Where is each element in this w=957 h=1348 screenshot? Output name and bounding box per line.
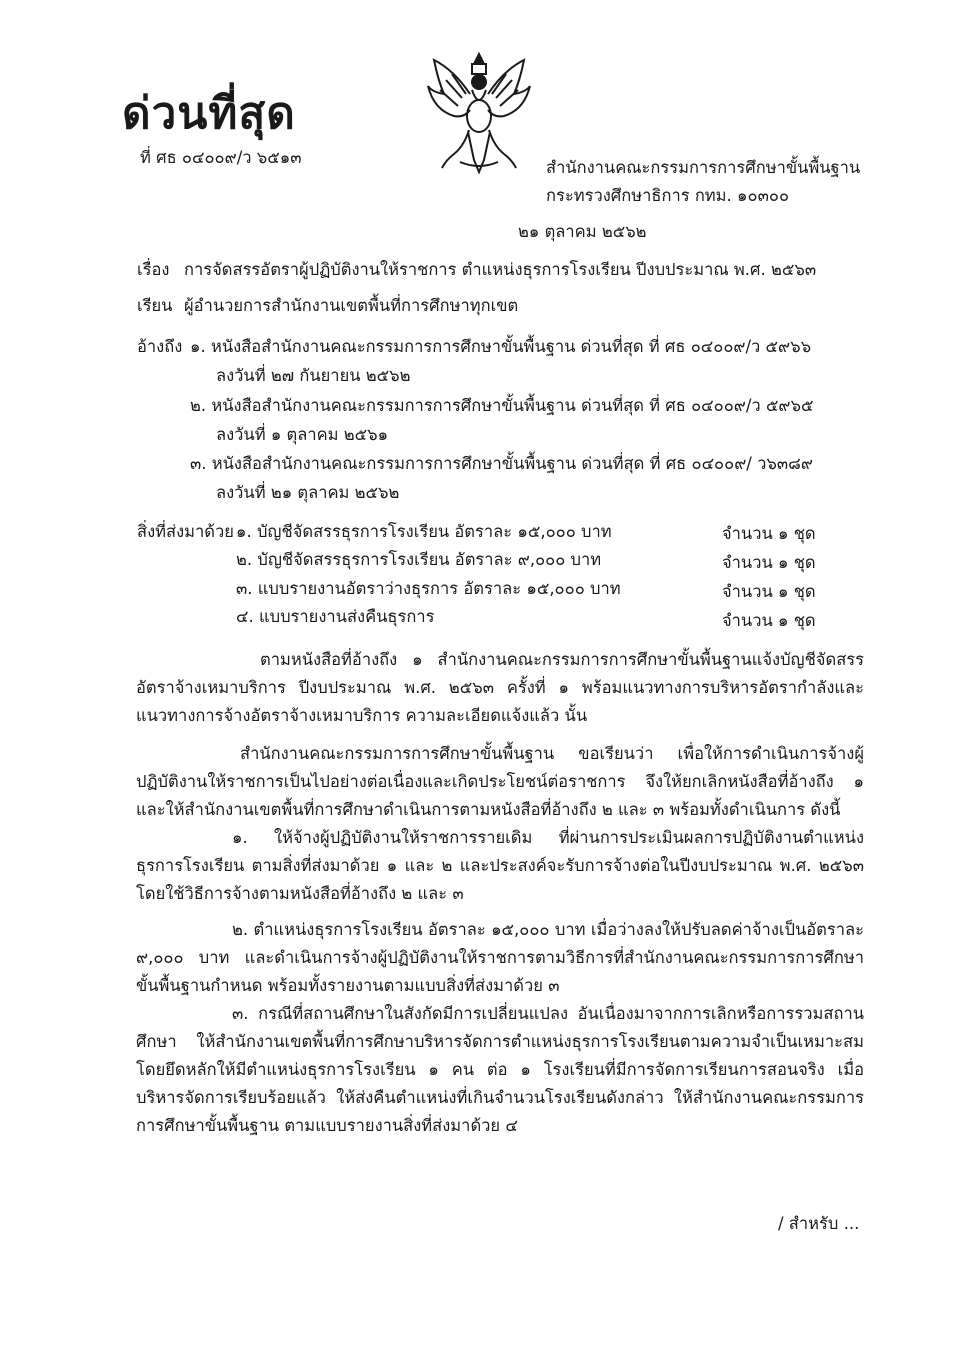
document-date: ๒๑ ตุลาคม ๒๕๖๒ xyxy=(518,222,647,241)
enclosure-item: ๓. แบบรายงานอัตราว่างธุรการ อัตราละ ๑๕,๐๐๐ บาท xyxy=(236,579,621,598)
enclosure-qty: จำนวน ๑ ชุด xyxy=(722,553,816,572)
enclosure-qty: จำนวน ๑ ชุด xyxy=(722,582,816,601)
subject-label: เรื่อง xyxy=(137,260,170,279)
enclosure-item: ๔. แบบรายงานส่งคืนธุรการ xyxy=(236,607,435,626)
issuer-org-line2: กระทรวงศึกษาธิการ กทม. ๑๐๓๐๐ xyxy=(546,186,790,205)
issuer-org-line1: สำนักงานคณะกรรมการการศึกษาขั้นพื้นฐาน xyxy=(546,158,861,177)
reference-label: อ้างถึง xyxy=(137,337,183,356)
reference-date: ลงวันที่ ๒๑ ตุลาคม ๒๕๖๒ xyxy=(216,483,400,502)
reference-item: ๒. หนังสือสำนักงานคณะกรรมการการศึกษาขั้นพื้นฐาน ด่วนที่สุด ที่ ศธ ๐๔๐๐๙/ว ๕๙๖๕ xyxy=(190,396,814,415)
reference-item: ๓. หนังสือสำนักงานคณะกรรมการการศึกษาขั้นพื้นฐาน ด่วนที่สุด ที่ ศธ ๐๔๐๐๙/ ว๖๓๘๙ xyxy=(190,454,813,473)
enclosure-item: ๑. บัญชีจัดสรรธุรการโรงเรียน อัตราละ ๑๕,๐๐๐ บาท xyxy=(236,522,612,541)
recipient-text: ผู้อำนวยการสำนักงานเขตพื้นที่การศึกษาทุกเขต xyxy=(184,296,519,315)
body-paragraph xyxy=(136,646,864,730)
enclosure-qty: จำนวน ๑ ชุด xyxy=(722,524,816,543)
paragraph-text: สำนักงานคณะกรรมการการศึกษาขั้นพื้นฐาน ขอเรียนว่า เพื่อให้การดำเนินการจ้างผู้ปฏิบัติงานให้ราชการเป็นไปอย่างต่อเนื่องและเกิดประโยชน์ต่อราชการ จึงให้ยกเลิกหนังสือที่อ้างถึง ๑ และให้สำนักงานเขตพื้นที่การศึกษาดำเนินการตามหนังสือที่อ้างถึง ๒ และ ๓ พร้อมทั้งดำเนินการ ดังนี้ xyxy=(136,744,864,819)
paragraph-text: ๒. ตำแหน่งธุรการโรงเรียน อัตราละ ๑๕,๐๐๐ บาท เมื่อว่างลงให้ปรับลดค่าจ้างเป็นอัตราละ ๙,๐๐๐ บาท และดำเนินการจ้างผู้ปฏิบัติงานให้ราชการตามวิธีการที่สำนักงานคณะกรรมการการศึกษาขั้นพื้นฐานกำหนด พร้อมทั้งรายงานตามแบบสิ่งที่ส่งมาด้วย ๓ xyxy=(136,920,864,995)
page-continuation: / สำหรับ ... xyxy=(778,1214,860,1233)
garuda-emblem-icon xyxy=(424,50,534,178)
paragraph-text: ๓. กรณีที่สถานศึกษาในสังกัดมีการเปลี่ยนแปลง อันเนื่องมาจากการเลิกหรือการรวมสถานศึกษา ให้สำนักงานเขตพื้นที่การศึกษาบริหารจัดการตำแหน่งธุรการโรงเรียนตามความจำเป็นเหมาะสม โดยยึดหลักให้มีตำแหน่งธุรการโรงเรียน ๑ คน ต่อ ๑ โรงเรียนที่มีการจัดการเรียนการสอนจริง เมื่อบริหารจัดการเรียบร้อยแล้ว ให้ส่งคืนตำแหน่งที่เกินจำนวนโรงเรียนดังกล่าว ให้สำนักงานคณะกรรมการการศึกษาขั้นพื้นฐาน ตามแบบรายงานสิ่งที่ส่งมาด้วย ๔ xyxy=(136,1004,864,1135)
enclosure-label: สิ่งที่ส่งมาด้วย xyxy=(137,522,234,541)
reference-date: ลงวันที่ ๑ ตุลาคม ๒๕๖๑ xyxy=(216,425,389,444)
document-number: ที่ ศธ ๐๔๐๐๙/ว ๖๕๑๓ xyxy=(140,148,302,167)
body-paragraph xyxy=(136,740,864,908)
recipient-label: เรียน xyxy=(137,296,173,315)
reference-date: ลงวันที่ ๒๗ กันยายน ๒๕๖๒ xyxy=(216,366,411,385)
enclosure-qty: จำนวน ๑ ชุด xyxy=(722,611,816,630)
paragraph-text: ๑. ให้จ้างผู้ปฏิบัติงานให้ราชการรายเดิม ที่ผ่านการประเมินผลการปฏิบัติงานตำแหน่งธุรการโรงเรียน ตามสิ่งที่ส่งมาด้วย ๑ และ ๒ และประสงค์จะรับการจ้างต่อในปีงบประมาณ พ.ศ. ๒๕๖๓ โดยใช้วิธีการจ้างตามหนังสือที่อ้างถึง ๒ และ ๓ xyxy=(136,828,864,903)
enclosure-item: ๒. บัญชีจัดสรรธุรการโรงเรียน อัตราละ ๙,๐๐๐ บาท xyxy=(236,550,602,569)
body-paragraph xyxy=(136,916,864,1140)
urgency-stamp: ด่วนที่สุด xyxy=(122,88,296,139)
subject-text: การจัดสรรอัตราผู้ปฏิบัติงานให้ราชการ ตำแหน่งธุรการโรงเรียน ปีงบประมาณ พ.ศ. ๒๕๖๓ xyxy=(184,260,817,279)
paragraph-text: ตามหนังสือที่อ้างถึง ๑ สำนักงานคณะกรรมการการศึกษาขั้นพื้นฐานแจ้งบัญชีจัดสรรอัตราจ้างเหมาบริการ ปีงบประมาณ พ.ศ. ๒๕๖๓ ครั้งที่ ๑ พร้อมแนวทางการบริหารอัตรากำลังและแนวทางการจ้างอัตราจ้างเหมาบริการ ความละเอียดแจ้งแล้ว นั้น xyxy=(136,650,864,725)
reference-item: ๑. หนังสือสำนักงานคณะกรรมการการศึกษาขั้นพื้นฐาน ด่วนที่สุด ที่ ศธ ๐๔๐๐๙/ว ๕๙๖๖ xyxy=(190,337,812,356)
